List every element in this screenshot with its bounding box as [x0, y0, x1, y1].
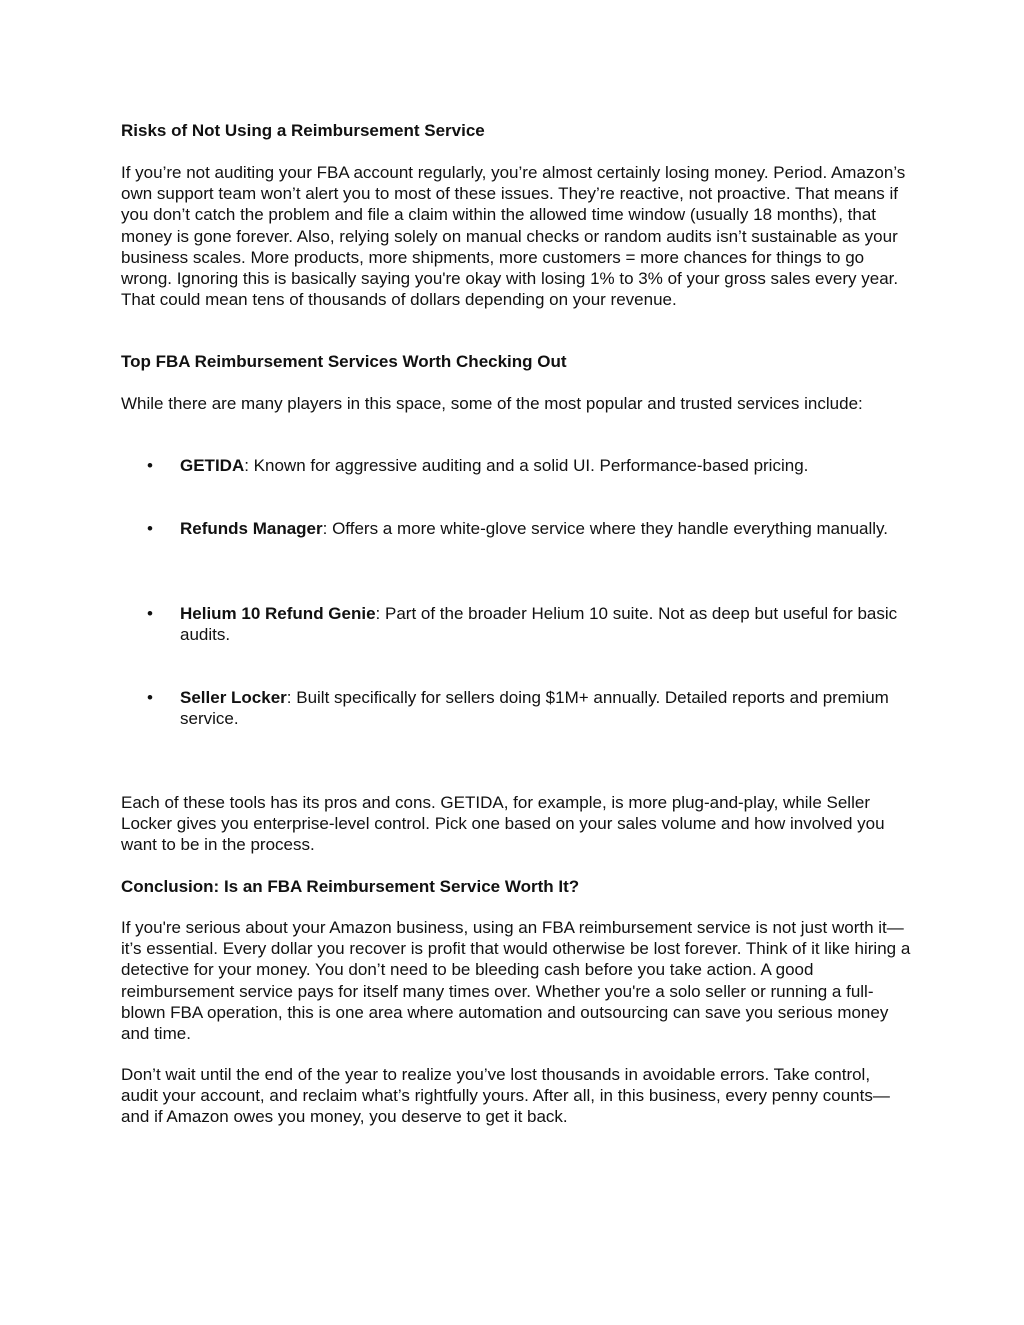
- list-item-refunds-manager: [180, 518, 905, 539]
- list-item-getida: [180, 455, 905, 476]
- service-name: Refunds Manager: [180, 519, 323, 538]
- list-bullet: •: [147, 456, 153, 475]
- section-heading-conclusion: Conclusion: Is an FBA Reimbursement Service Worth It?: [121, 877, 580, 896]
- service-name: Seller Locker: [180, 688, 287, 707]
- paragraph-conclusion-1: If you're serious about your Amazon business, using an FBA reimbursement service is not just worth it—it’s essential. Every dollar you recover is profit that would otherwise be lost forever. Think of it like hiring a detective for your money. You don’t need to be bleeding cash before you take action. A good reimbursement service pays for itself many times over. Whether you're a solo seller or running a full-blown FBA operation, this is one area where automation and outsourcing can save you serious money and time.: [121, 918, 911, 1044]
- list-bullet: •: [147, 519, 153, 538]
- service-name: Helium 10 Refund Genie: [180, 604, 376, 623]
- list-item-seller-locker: [180, 687, 905, 729]
- list-bullet: •: [147, 604, 153, 623]
- service-name: GETIDA: [180, 456, 245, 475]
- paragraph-services-outro: Each of these tools has its pros and cons. GETIDA, for example, is more plug-and-play, while Seller Locker gives you enterprise-level control. Pick one based on your sales volume and how involved you want to be in the process.: [121, 793, 885, 855]
- service-desc: : Known for aggressive auditing and a solid UI. Performance-based pricing.: [244, 456, 809, 475]
- service-desc: : Built specifically for sellers doing $1M+ annually. Detailed reports and premium service.: [180, 688, 889, 729]
- section-heading-top-services: Top FBA Reimbursement Services Worth Checking Out: [121, 352, 567, 371]
- section-heading-risks: Risks of Not Using a Reimbursement Service: [121, 121, 485, 140]
- service-desc: : Part of the broader Helium 10 suite. Not as deep but useful for basic audits.: [180, 604, 898, 645]
- list-item-helium-10: [180, 603, 905, 645]
- list-bullet: •: [147, 688, 153, 707]
- paragraph-conclusion-2: Don’t wait until the end of the year to realize you’ve lost thousands in avoidable errors. Take control, audit your account, and reclaim what’s rightfully yours. After all, in this business, every penny counts—and if Amazon owes you money, you deserve to get it back.: [121, 1065, 890, 1127]
- paragraph-services-intro: While there are many players in this space, some of the most popular and trusted services include:: [121, 394, 863, 413]
- paragraph-risks: If you’re not auditing your FBA account regularly, you’re almost certainly losing money. Period. Amazon’s own support team won’t alert you to most of these issues. They’re reactive, not proactive. That means if you don’t catch the problem and file a claim within the allowed time window (usually 18 months), that money is gone forever. Also, relying solely on manual checks or random audits isn’t sustainable as your business scales. More products, more shipments, more customers = more chances for things to go wrong. Ignoring this is basically saying you're okay with losing 1% to 3% of your gross sales every year. That could mean tens of thousands of dollars depending on your revenue.: [121, 163, 906, 310]
- service-desc: : Offers a more white-glove service where they handle everything manually.: [322, 519, 889, 538]
